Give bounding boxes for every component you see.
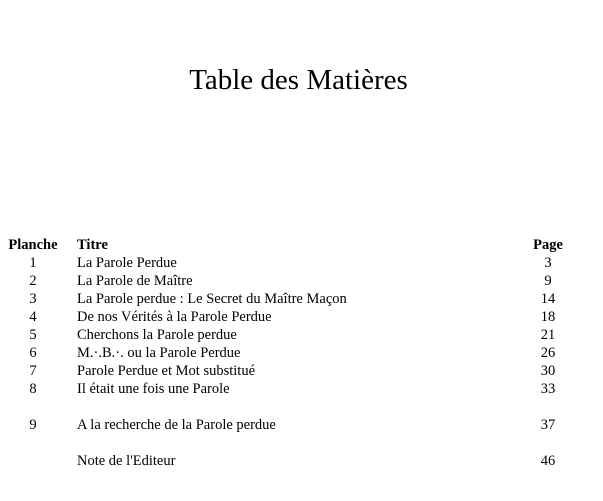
table-row	[3, 326, 577, 344]
entry-page: 14	[540, 291, 556, 307]
entry-title: La Parole de Maître	[77, 273, 193, 289]
entry-number: 1	[29, 255, 37, 271]
table-row	[3, 254, 577, 272]
spacer-row	[3, 398, 577, 416]
entry-page: 18	[540, 309, 556, 325]
entry-title: Note de l'Editeur	[77, 453, 176, 469]
entry-page: 3	[544, 255, 552, 271]
entry-title: Il était une fois une Parole	[77, 381, 230, 397]
table-row	[3, 452, 577, 470]
entry-number: 2	[29, 273, 37, 289]
entry-page: 33	[540, 381, 556, 397]
entry-title: La Parole perdue : Le Secret du Maître Maçon	[77, 291, 347, 307]
entry-title: Parole Perdue et Mot substitué	[77, 363, 256, 379]
spacer-row	[3, 434, 577, 452]
page-title: Table des Matières	[189, 64, 408, 96]
header-titre: Titre	[77, 237, 108, 253]
entry-page: 21	[540, 327, 556, 343]
table-row	[3, 416, 577, 434]
entry-page: 30	[540, 363, 556, 379]
spacer-cell	[3, 398, 577, 416]
table-row	[3, 344, 577, 362]
header-page: Page	[533, 237, 563, 253]
table-header-row	[3, 236, 577, 254]
entry-number: 4	[29, 309, 37, 325]
entry-title: Cherchons la Parole perdue	[77, 327, 237, 343]
entry-number: 9	[29, 417, 37, 433]
entry-page: 9	[544, 273, 552, 289]
entry-page: 37	[540, 417, 556, 433]
table-row	[3, 308, 577, 326]
entry-title: De nos Vérités à la Parole Perdue	[77, 309, 272, 325]
entry-title: A la recherche de la Parole perdue	[77, 417, 276, 433]
entry-number: 8	[29, 381, 37, 397]
header-planche: Planche	[8, 237, 58, 253]
table-of-contents	[3, 236, 577, 470]
entry-title: M.·.B.·. ou la Parole Perdue	[77, 345, 241, 361]
entry-number	[3, 452, 63, 470]
table-row	[3, 272, 577, 290]
table-row	[3, 290, 577, 308]
entry-page: 26	[540, 345, 556, 361]
entry-title: La Parole Perdue	[77, 255, 177, 271]
spacer-cell	[3, 434, 577, 452]
table-row	[3, 362, 577, 380]
entry-number: 3	[29, 291, 37, 307]
entry-number: 6	[29, 345, 37, 361]
entry-page: 46	[540, 453, 556, 469]
entry-number: 5	[29, 327, 37, 343]
table-row	[3, 380, 577, 398]
entry-number: 7	[29, 363, 37, 379]
